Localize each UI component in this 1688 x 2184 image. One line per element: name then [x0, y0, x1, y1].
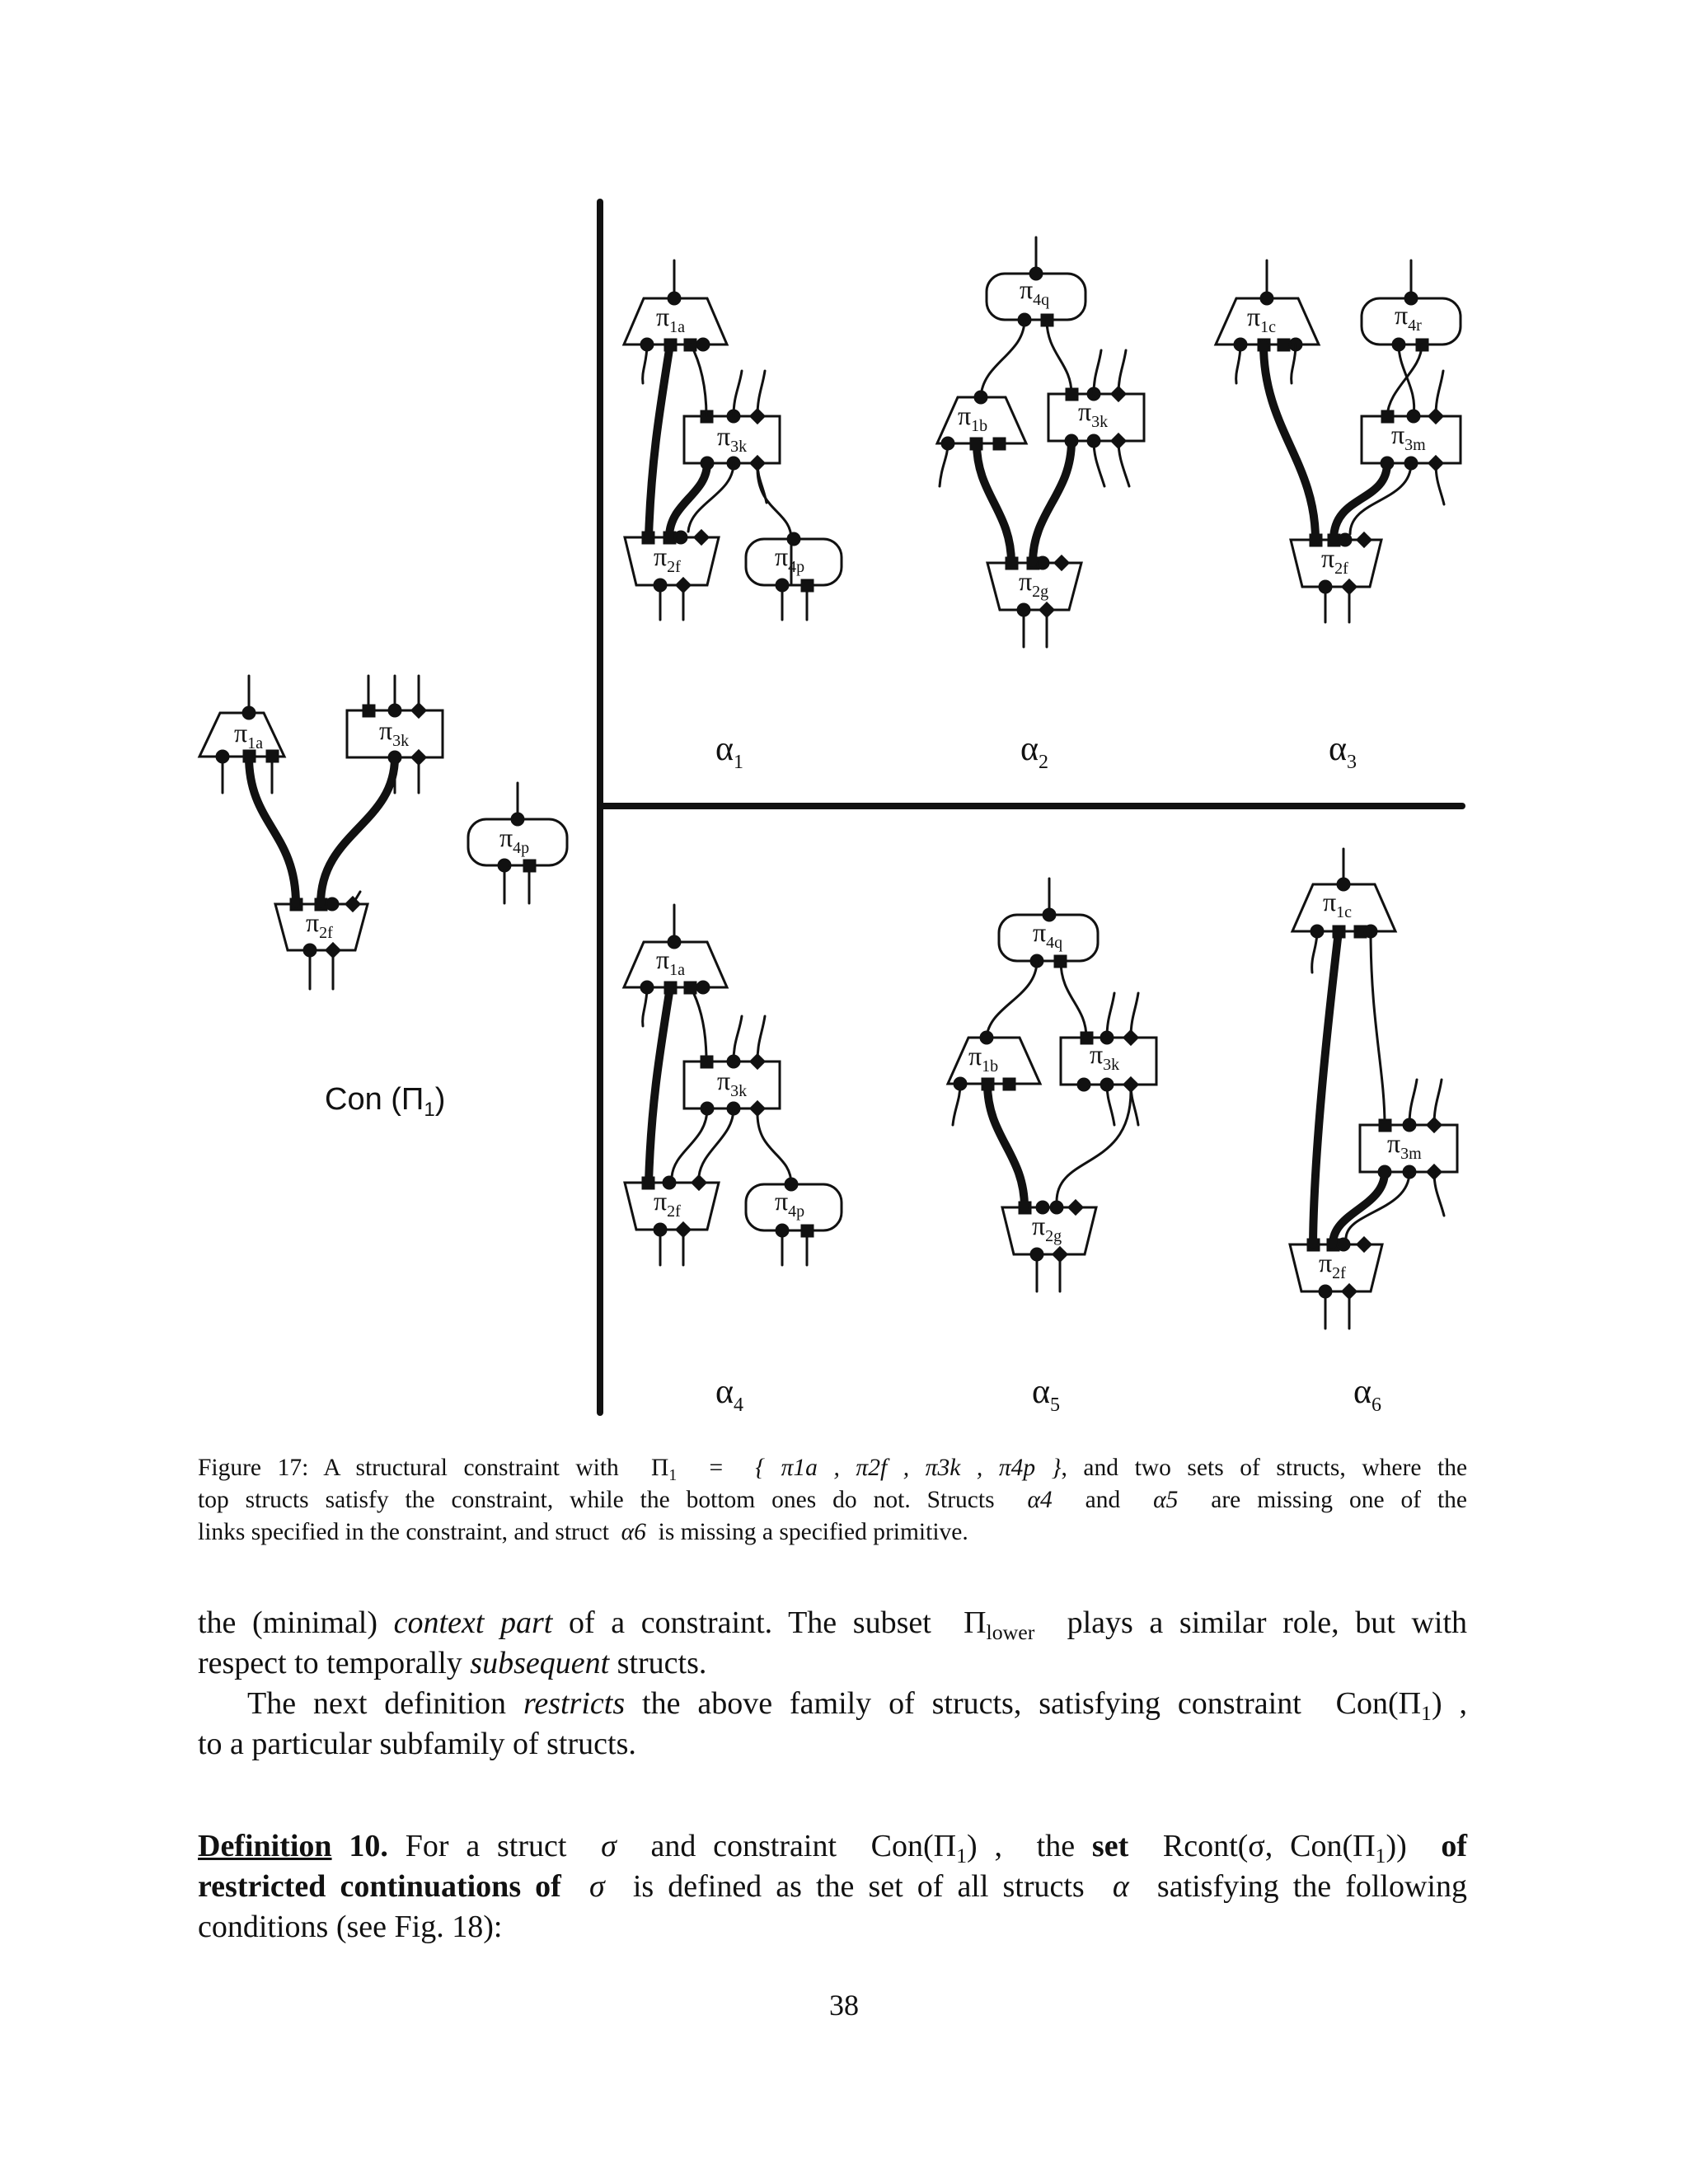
- pi-label: $\pi_{4p}$: [499, 823, 530, 857]
- pi-label: $\pi_{2f}$: [306, 907, 333, 942]
- definition-line: Definition 10. For a struct σ and constraint $Con(\Pi_1)$ , the set Rcont(σ, $Con(\Pi_1)$) of: [198, 1829, 1468, 1868]
- page-number: 38: [829, 1989, 859, 2022]
- pi-label: $\pi_{3k}$: [717, 421, 748, 456]
- pi-label: $\pi_{2g}$: [1032, 1211, 1062, 1245]
- body-paragraph: [198, 1603, 1467, 1684]
- paragraph-line: The next definition restricts the above family of structs, satisfying constraint $Con(\Pi_1)$ ,: [247, 1686, 1468, 1725]
- pi-label: $\pi_{1a}$: [656, 302, 686, 336]
- pi-label: $\pi_{3m}$: [1391, 419, 1426, 454]
- definition-line: restricted continuations of σ is defined as the set of all structs α satisfying the following: [198, 1869, 1467, 1904]
- pi-label: $\pi_{2f}$: [1319, 1248, 1346, 1282]
- pi-label: $\pi_{2f}$: [1321, 543, 1348, 578]
- alpha-label: $\alpha_3$: [1329, 730, 1357, 773]
- alpha6-diagram: [1290, 849, 1457, 1329]
- caption-line: top structs satisfy the constraint, while the bottom ones do not. Structs α4 and α5 are missing one of the: [198, 1487, 1468, 1513]
- body-paragraph: [198, 1684, 1467, 1765]
- pi-label: $\pi_{3k}$: [1078, 396, 1109, 431]
- pi-label: $\pi_{1a}$: [656, 944, 686, 979]
- caption-line: Figure 17: A structural constraint with $\Pi_1$ = { π1a , π2f , π3k , π4p }, and two sets of structs, where the: [198, 1455, 1468, 1485]
- pi-label: $\pi_{2g}$: [1019, 566, 1049, 601]
- definition-10: [198, 1826, 1467, 1947]
- pi-label: $\pi_{4p}$: [775, 541, 805, 576]
- pi-label: $\pi_{3k}$: [379, 715, 410, 750]
- paragraph-line: to a particular subfamily of structs.: [198, 1727, 636, 1761]
- pi-label: $\pi_{1b}$: [958, 401, 988, 435]
- alpha-label: $\alpha_4$: [715, 1373, 744, 1416]
- pi-label: $\pi_{1c}$: [1247, 302, 1277, 336]
- pi-label: $\pi_{3k}$: [1090, 1039, 1120, 1074]
- alpha-label: $\alpha_1$: [715, 730, 744, 773]
- pi-label: $\pi_{4q}$: [1020, 274, 1050, 309]
- pi-label: $\pi_{2f}$: [654, 1186, 681, 1221]
- pi-label: $\pi_{2f}$: [654, 541, 681, 576]
- figure-caption: [198, 1452, 1467, 1549]
- definition-line: conditions (see Fig. 18):: [198, 1910, 503, 1944]
- pi-label: $\pi_{4q}$: [1033, 917, 1063, 952]
- pi-label: $\pi_{4p}$: [775, 1186, 805, 1221]
- pi-label: $\pi_{4r}$: [1395, 300, 1422, 335]
- pi-label: $\pi_{1a}$: [234, 718, 264, 752]
- caption-line: links specified in the constraint, and struct α6 is missing a specified primitive.: [198, 1519, 968, 1545]
- paragraph-line: the (minimal) context part of a constraint. The subset $\Pi_{lower}$ plays a similar role, but with: [198, 1605, 1468, 1644]
- pi-label: $\pi_{1b}$: [968, 1041, 999, 1076]
- alpha-label: $\alpha_6$: [1353, 1373, 1382, 1416]
- con-label: Con $(\Pi_1)$: [325, 1082, 446, 1121]
- pi-label: $\pi_{3m}$: [1387, 1128, 1422, 1163]
- pi-label: $\pi_{3k}$: [717, 1066, 748, 1100]
- alpha-label: $\alpha_2$: [1020, 730, 1049, 773]
- alpha-label: $\alpha_5$: [1032, 1373, 1061, 1416]
- pi-label: $\pi_{1c}$: [1323, 887, 1353, 921]
- paragraph-line: respect to temporally subsequent structs.: [198, 1646, 707, 1680]
